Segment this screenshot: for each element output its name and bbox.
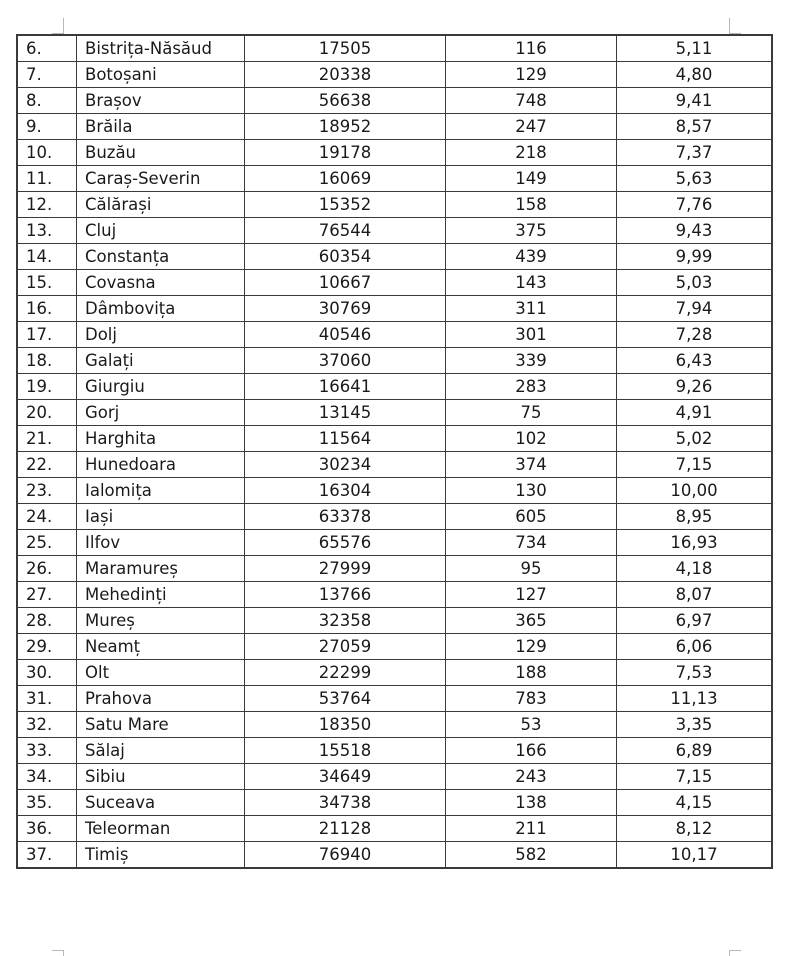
county-name-cell: Mureș bbox=[77, 608, 245, 634]
value-cell-1: 17505 bbox=[245, 35, 446, 62]
value-cell-3: 6,89 bbox=[617, 738, 773, 764]
row-number-cell: 18. bbox=[17, 348, 77, 374]
row-number-cell: 33. bbox=[17, 738, 77, 764]
county-name-cell: Satu Mare bbox=[77, 712, 245, 738]
value-cell-1: 32358 bbox=[245, 608, 446, 634]
value-cell-2: 95 bbox=[446, 556, 617, 582]
value-cell-2: 748 bbox=[446, 88, 617, 114]
value-cell-1: 16069 bbox=[245, 166, 446, 192]
value-cell-1: 65576 bbox=[245, 530, 446, 556]
county-name-cell: Ialomița bbox=[77, 478, 245, 504]
value-cell-2: 53 bbox=[446, 712, 617, 738]
value-cell-2: 188 bbox=[446, 660, 617, 686]
value-cell-3: 7,28 bbox=[617, 322, 773, 348]
county-name-cell: Dâmbovița bbox=[77, 296, 245, 322]
value-cell-3: 10,17 bbox=[617, 842, 773, 869]
row-number-cell: 23. bbox=[17, 478, 77, 504]
value-cell-2: 127 bbox=[446, 582, 617, 608]
table-row bbox=[17, 790, 772, 816]
row-number-cell: 25. bbox=[17, 530, 77, 556]
row-number-cell: 14. bbox=[17, 244, 77, 270]
row-number-cell: 8. bbox=[17, 88, 77, 114]
county-name-cell: Olt bbox=[77, 660, 245, 686]
value-cell-2: 311 bbox=[446, 296, 617, 322]
county-name-cell: Timiș bbox=[77, 842, 245, 869]
table-row bbox=[17, 322, 772, 348]
value-cell-1: 18952 bbox=[245, 114, 446, 140]
row-number-cell: 29. bbox=[17, 634, 77, 660]
value-cell-1: 34649 bbox=[245, 764, 446, 790]
value-cell-1: 30234 bbox=[245, 452, 446, 478]
table-row bbox=[17, 634, 772, 660]
value-cell-3: 6,97 bbox=[617, 608, 773, 634]
table-row bbox=[17, 738, 772, 764]
value-cell-3: 6,06 bbox=[617, 634, 773, 660]
row-number-cell: 22. bbox=[17, 452, 77, 478]
value-cell-2: 365 bbox=[446, 608, 617, 634]
value-cell-2: 582 bbox=[446, 842, 617, 869]
table-row bbox=[17, 374, 772, 400]
value-cell-3: 4,15 bbox=[617, 790, 773, 816]
table-row bbox=[17, 504, 772, 530]
value-cell-3: 8,12 bbox=[617, 816, 773, 842]
value-cell-1: 34738 bbox=[245, 790, 446, 816]
row-number-cell: 10. bbox=[17, 140, 77, 166]
value-cell-2: 138 bbox=[446, 790, 617, 816]
row-number-cell: 37. bbox=[17, 842, 77, 869]
value-cell-2: 158 bbox=[446, 192, 617, 218]
value-cell-2: 149 bbox=[446, 166, 617, 192]
row-number-cell: 7. bbox=[17, 62, 77, 88]
value-cell-3: 8,57 bbox=[617, 114, 773, 140]
county-name-cell: Mehedinți bbox=[77, 582, 245, 608]
row-number-cell: 31. bbox=[17, 686, 77, 712]
value-cell-1: 15352 bbox=[245, 192, 446, 218]
value-cell-1: 10667 bbox=[245, 270, 446, 296]
county-name-cell: Caraș-Severin bbox=[77, 166, 245, 192]
value-cell-2: 129 bbox=[446, 62, 617, 88]
table-row bbox=[17, 426, 772, 452]
row-number-cell: 32. bbox=[17, 712, 77, 738]
crop-mark-bottom-left-vertical bbox=[63, 950, 64, 956]
row-number-cell: 30. bbox=[17, 660, 77, 686]
value-cell-2: 374 bbox=[446, 452, 617, 478]
value-cell-2: 218 bbox=[446, 140, 617, 166]
value-cell-3: 6,43 bbox=[617, 348, 773, 374]
table-row bbox=[17, 686, 772, 712]
value-cell-3: 7,53 bbox=[617, 660, 773, 686]
table-row bbox=[17, 478, 772, 504]
value-cell-2: 130 bbox=[446, 478, 617, 504]
value-cell-2: 129 bbox=[446, 634, 617, 660]
value-cell-3: 16,93 bbox=[617, 530, 773, 556]
county-name-cell: Buzău bbox=[77, 140, 245, 166]
row-number-cell: 19. bbox=[17, 374, 77, 400]
row-number-cell: 9. bbox=[17, 114, 77, 140]
row-number-cell: 15. bbox=[17, 270, 77, 296]
value-cell-1: 76940 bbox=[245, 842, 446, 869]
county-name-cell: Sibiu bbox=[77, 764, 245, 790]
value-cell-2: 339 bbox=[446, 348, 617, 374]
row-number-cell: 27. bbox=[17, 582, 77, 608]
value-cell-1: 13766 bbox=[245, 582, 446, 608]
county-name-cell: Covasna bbox=[77, 270, 245, 296]
value-cell-1: 22299 bbox=[245, 660, 446, 686]
value-cell-1: 19178 bbox=[245, 140, 446, 166]
county-name-cell: Cluj bbox=[77, 218, 245, 244]
value-cell-3: 3,35 bbox=[617, 712, 773, 738]
county-name-cell: Botoșani bbox=[77, 62, 245, 88]
table-row bbox=[17, 582, 772, 608]
row-number-cell: 6. bbox=[17, 35, 77, 62]
table-row bbox=[17, 35, 772, 62]
table-body bbox=[17, 35, 772, 868]
value-cell-1: 27059 bbox=[245, 634, 446, 660]
value-cell-2: 116 bbox=[446, 35, 617, 62]
value-cell-3: 5,02 bbox=[617, 426, 773, 452]
value-cell-3: 11,13 bbox=[617, 686, 773, 712]
row-number-cell: 13. bbox=[17, 218, 77, 244]
value-cell-1: 53764 bbox=[245, 686, 446, 712]
county-name-cell: Brăila bbox=[77, 114, 245, 140]
table-row bbox=[17, 166, 772, 192]
county-name-cell: Suceava bbox=[77, 790, 245, 816]
value-cell-1: 63378 bbox=[245, 504, 446, 530]
table-row bbox=[17, 842, 772, 869]
value-cell-1: 30769 bbox=[245, 296, 446, 322]
value-cell-2: 375 bbox=[446, 218, 617, 244]
row-number-cell: 36. bbox=[17, 816, 77, 842]
value-cell-2: 439 bbox=[446, 244, 617, 270]
table-row bbox=[17, 400, 772, 426]
value-cell-3: 7,15 bbox=[617, 764, 773, 790]
row-number-cell: 26. bbox=[17, 556, 77, 582]
value-cell-2: 783 bbox=[446, 686, 617, 712]
value-cell-2: 143 bbox=[446, 270, 617, 296]
value-cell-3: 9,43 bbox=[617, 218, 773, 244]
county-name-cell: Constanța bbox=[77, 244, 245, 270]
table-row bbox=[17, 140, 772, 166]
value-cell-3: 10,00 bbox=[617, 478, 773, 504]
table-row bbox=[17, 270, 772, 296]
value-cell-3: 7,37 bbox=[617, 140, 773, 166]
crop-mark-bottom-right-vertical bbox=[729, 950, 730, 956]
table-row bbox=[17, 62, 772, 88]
county-name-cell: Prahova bbox=[77, 686, 245, 712]
value-cell-2: 301 bbox=[446, 322, 617, 348]
value-cell-1: 27999 bbox=[245, 556, 446, 582]
value-cell-1: 56638 bbox=[245, 88, 446, 114]
value-cell-1: 21128 bbox=[245, 816, 446, 842]
county-name-cell: Iași bbox=[77, 504, 245, 530]
value-cell-2: 102 bbox=[446, 426, 617, 452]
county-name-cell: Teleorman bbox=[77, 816, 245, 842]
value-cell-3: 5,11 bbox=[617, 35, 773, 62]
table-row bbox=[17, 452, 772, 478]
value-cell-3: 8,95 bbox=[617, 504, 773, 530]
value-cell-3: 9,41 bbox=[617, 88, 773, 114]
table-row bbox=[17, 816, 772, 842]
value-cell-3: 4,91 bbox=[617, 400, 773, 426]
value-cell-1: 76544 bbox=[245, 218, 446, 244]
table-row bbox=[17, 192, 772, 218]
table-row bbox=[17, 764, 772, 790]
value-cell-3: 8,07 bbox=[617, 582, 773, 608]
value-cell-1: 11564 bbox=[245, 426, 446, 452]
table-row bbox=[17, 712, 772, 738]
value-cell-3: 9,99 bbox=[617, 244, 773, 270]
county-name-cell: Galați bbox=[77, 348, 245, 374]
value-cell-2: 75 bbox=[446, 400, 617, 426]
value-cell-3: 5,03 bbox=[617, 270, 773, 296]
county-name-cell: Sălaj bbox=[77, 738, 245, 764]
value-cell-2: 243 bbox=[446, 764, 617, 790]
value-cell-1: 18350 bbox=[245, 712, 446, 738]
crop-mark-top-right-vertical bbox=[729, 18, 730, 33]
value-cell-1: 40546 bbox=[245, 322, 446, 348]
table-row bbox=[17, 88, 772, 114]
county-name-cell: Harghita bbox=[77, 426, 245, 452]
row-number-cell: 16. bbox=[17, 296, 77, 322]
row-number-cell: 28. bbox=[17, 608, 77, 634]
row-number-cell: 12. bbox=[17, 192, 77, 218]
table-row bbox=[17, 530, 772, 556]
row-number-cell: 20. bbox=[17, 400, 77, 426]
table-row bbox=[17, 556, 772, 582]
value-cell-3: 5,63 bbox=[617, 166, 773, 192]
table-row bbox=[17, 348, 772, 374]
county-name-cell: Giurgiu bbox=[77, 374, 245, 400]
table-row bbox=[17, 660, 772, 686]
row-number-cell: 24. bbox=[17, 504, 77, 530]
row-number-cell: 11. bbox=[17, 166, 77, 192]
crop-mark-bottom-right-horizontal bbox=[729, 950, 741, 951]
value-cell-2: 734 bbox=[446, 530, 617, 556]
table-row bbox=[17, 296, 772, 322]
value-cell-1: 13145 bbox=[245, 400, 446, 426]
value-cell-1: 16641 bbox=[245, 374, 446, 400]
value-cell-1: 16304 bbox=[245, 478, 446, 504]
table-row bbox=[17, 218, 772, 244]
value-cell-2: 247 bbox=[446, 114, 617, 140]
table-row bbox=[17, 114, 772, 140]
value-cell-3: 9,26 bbox=[617, 374, 773, 400]
row-number-cell: 35. bbox=[17, 790, 77, 816]
row-number-cell: 34. bbox=[17, 764, 77, 790]
value-cell-2: 283 bbox=[446, 374, 617, 400]
table-row bbox=[17, 244, 772, 270]
row-number-cell: 21. bbox=[17, 426, 77, 452]
value-cell-1: 60354 bbox=[245, 244, 446, 270]
table-row bbox=[17, 608, 772, 634]
value-cell-3: 7,94 bbox=[617, 296, 773, 322]
value-cell-3: 4,18 bbox=[617, 556, 773, 582]
value-cell-3: 7,76 bbox=[617, 192, 773, 218]
value-cell-2: 211 bbox=[446, 816, 617, 842]
value-cell-3: 7,15 bbox=[617, 452, 773, 478]
county-name-cell: Dolj bbox=[77, 322, 245, 348]
county-data-table bbox=[16, 34, 773, 869]
value-cell-1: 20338 bbox=[245, 62, 446, 88]
value-cell-2: 166 bbox=[446, 738, 617, 764]
value-cell-3: 4,80 bbox=[617, 62, 773, 88]
county-name-cell: Brașov bbox=[77, 88, 245, 114]
county-name-cell: Ilfov bbox=[77, 530, 245, 556]
county-name-cell: Călărași bbox=[77, 192, 245, 218]
crop-mark-top-left-vertical bbox=[63, 18, 64, 33]
county-name-cell: Gorj bbox=[77, 400, 245, 426]
county-name-cell: Maramureș bbox=[77, 556, 245, 582]
value-cell-1: 37060 bbox=[245, 348, 446, 374]
county-name-cell: Neamț bbox=[77, 634, 245, 660]
county-name-cell: Bistrița-Năsăud bbox=[77, 35, 245, 62]
county-name-cell: Hunedoara bbox=[77, 452, 245, 478]
row-number-cell: 17. bbox=[17, 322, 77, 348]
value-cell-1: 15518 bbox=[245, 738, 446, 764]
value-cell-2: 605 bbox=[446, 504, 617, 530]
